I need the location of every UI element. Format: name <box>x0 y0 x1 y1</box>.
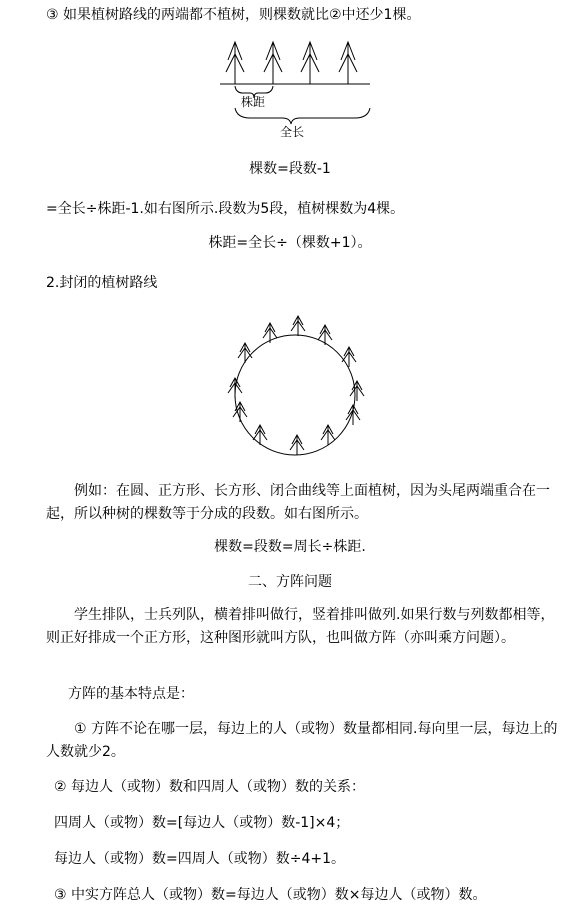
feature-1: ① 方阵不论在哪一层，每边上的人（或物）数量都相同.每向里一层，每边上的人数就少2。 <box>46 721 558 760</box>
square-formation-intro: 学生排队，士兵列队，横着排叫做行，竖着排叫做列.如果行数与列数都相等，则正好排成一个正方形，这种图形就叫方队，也叫做方阵（亦叫乘方问题）。 <box>46 607 555 646</box>
total-length-brace <box>235 108 370 124</box>
tree-icon <box>233 402 247 422</box>
tree-icon <box>339 42 357 84</box>
closed-route-diagram <box>215 305 375 465</box>
formula-side-count: 每边人（或物）数=四周人（或物）数÷4+1。 <box>54 851 346 867</box>
tree-icon <box>253 425 267 445</box>
heading-closed-route: 2.封闭的植树路线 <box>46 275 158 291</box>
tree-icon <box>290 435 304 455</box>
formula-closed-route: 棵数=段数=周长÷株距. <box>214 539 366 555</box>
section-two-title: 二、方阵问题 <box>248 574 332 590</box>
rule-item-3: ③ 如果植树路线的两端都不植树，则棵数就比②中还少1棵。 <box>46 7 421 23</box>
closed-route-example: 例如：在圆、正方形、长方形、闭合曲线等上面植树，因为头尾两端重合在一起，所以种树的棵数等于分成的段数。如右图所示。 <box>46 483 550 522</box>
features-title: 方阵的基本特点是： <box>68 686 194 702</box>
tree-icon <box>291 316 305 336</box>
total-length-label: 全长 <box>279 125 305 139</box>
tree-icon <box>301 42 319 84</box>
tree-icon <box>350 381 364 401</box>
tree-icon <box>342 347 356 367</box>
line-tree-diagram <box>210 38 380 144</box>
tree-icon <box>318 325 332 345</box>
feature-2: ② 每边人（或物）数和四周人（或物）数的关系： <box>54 779 365 795</box>
formula-perimeter-count: 四周人（或物）数=[每边人（或物）数-1]×4； <box>54 815 350 831</box>
tree-icon <box>226 42 244 84</box>
example-calculation: =全长÷株距-1.如右图所示.段数为5段，植树棵数为4棵。 <box>46 201 405 217</box>
tree-icon <box>263 323 277 343</box>
tree-icon <box>238 343 252 363</box>
closed-curve <box>235 335 355 455</box>
tree-icon <box>228 378 242 398</box>
spacing-label: 株距 <box>240 95 266 109</box>
formula-trees-equals-segments-minus-one: 棵数=段数-1 <box>249 161 331 177</box>
tree-icon <box>264 42 282 84</box>
feature-3: ③ 中实方阵总人（或物）数=每边人（或物）数×每边人（或物）数。 <box>54 887 487 903</box>
formula-spacing: 株距=全长÷（棵数+1）。 <box>208 235 372 251</box>
